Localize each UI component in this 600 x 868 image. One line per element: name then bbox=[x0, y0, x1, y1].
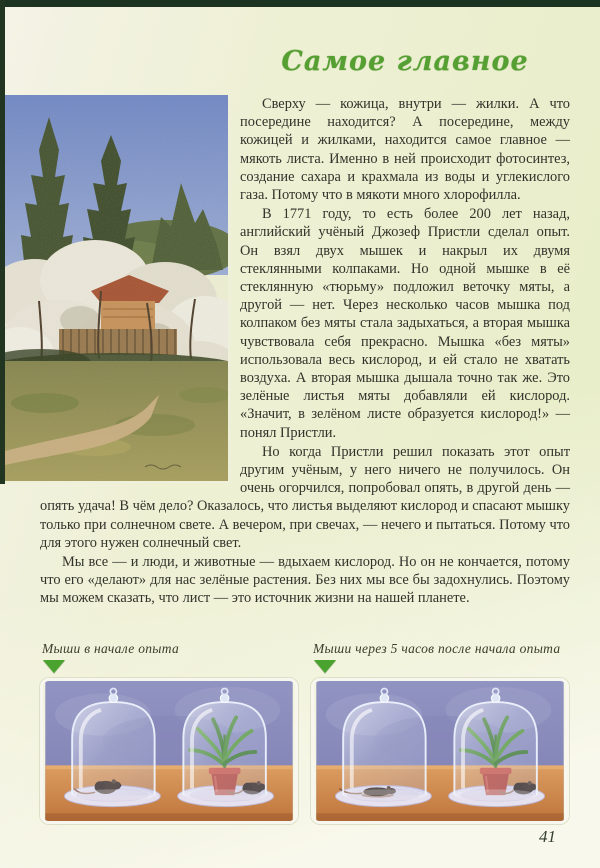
figure-caption-after-5-hours: Мыши через 5 часов после начала опыта bbox=[313, 641, 561, 656]
painting-image bbox=[5, 95, 228, 481]
scan-edge-left bbox=[0, 0, 5, 484]
triangle-down-icon bbox=[43, 660, 65, 673]
triangle-down-icon bbox=[314, 660, 336, 673]
article-text bbox=[5, 95, 570, 609]
paragraph-3: Но когда Пристли решил показать этот опыт другим учёным, у него ничего не получилось. Он очень огорчился, попробовал опять, в другой день — опять удача! В чём дело? Оказалось, что листья выделяют кислород и спасают мышку только при солнечном свете. А вечером, при свечах, — нечего и пытаться. Потому что для этого нужен солнечный свет. bbox=[40, 443, 570, 551]
paragraph-2: В 1771 году, то есть более 200 лет назад, английский учёный Джозеф Пристли сделал опыт. Он взял двух мышек и накрыл их двумя стеклянными колпаками. Но одной мышке в её стеклянную «тюрьму» подложил веточку мяты, а другой — нет. Через несколько часов мышка под колпаком без мяты стала задыхаться, а вторая мышка чувствовала себя прекрасно. Мышка «без мяты» использовала весь кислород, и ей стало не хватать воздуха. А вторая мышка дышала точно так же. Это зелёные листья мяты добавляли ей кислород. «Значит, в зелёном листе образуется кислород!» — понял Пристли. bbox=[240, 206, 570, 441]
figure-caption-start: Мыши в начале опыта bbox=[42, 641, 179, 656]
paragraph-4: Мы все — и люди, и животные — вдыхаем кислород. Но он не кончается, потому что его «делают» для нас зелёные растения. Без них мы все бы задохнулись. Поэтому мы можем сказать, что лист — это источник жизни на нашей планете. bbox=[40, 554, 570, 607]
paragraph-1: Сверху — кожица, внутри — жилки. А что посередине находится? А посередине, между кожицей и жилками, находится самое главное — мякоть листа. Именно в ней происходит фотосинтез, создание сахара и крахмала из воды и углекислого газа. Потому что в мякоти много хлорофилла. bbox=[240, 96, 570, 204]
page-title: Самое главное bbox=[281, 46, 529, 77]
scan-edge-top bbox=[0, 0, 600, 7]
spring-orchard-painting bbox=[5, 95, 231, 483]
experiment-after-5-hours-illustration bbox=[311, 678, 569, 824]
page-number: 41 bbox=[539, 827, 556, 846]
experiment-start-illustration bbox=[40, 678, 298, 824]
figure-experiment-after-5-hours bbox=[311, 641, 569, 824]
figure-experiment-start bbox=[40, 641, 298, 824]
experiment-figures bbox=[40, 641, 570, 824]
